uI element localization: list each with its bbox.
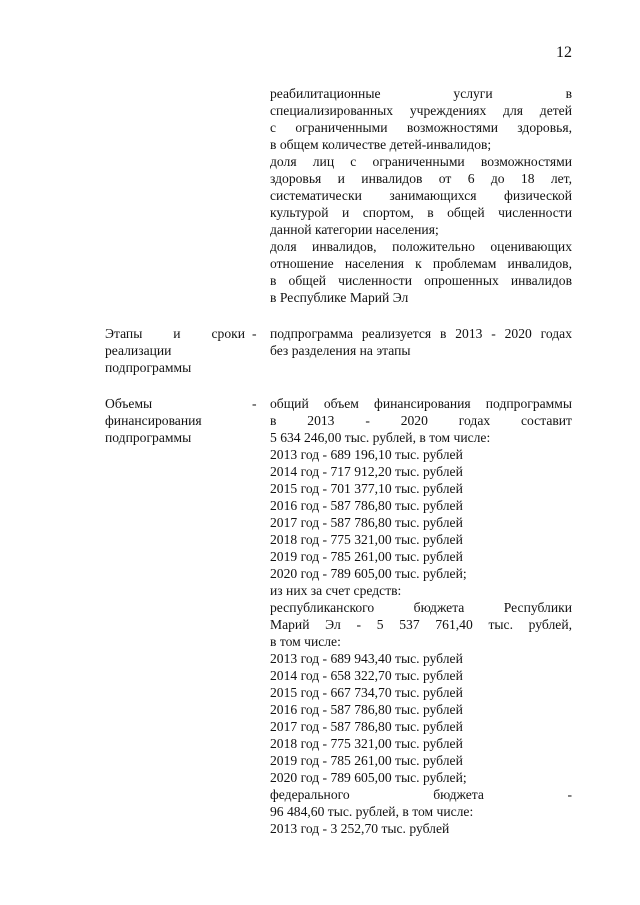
funding-label-line: финансирования xyxy=(105,413,202,428)
indicator-line: в Республике Марий Эл xyxy=(270,290,409,305)
indicator-line: данной категории населения; xyxy=(270,222,439,237)
funding-value-line: 2016 год - 587 786,80 тыс. рублей xyxy=(270,498,463,513)
page-number: 12 xyxy=(556,44,572,61)
funding-value-line: федерального бюджета - xyxy=(270,787,572,802)
funding-value-line: 96 484,60 тыс. рублей, в том числе: xyxy=(270,804,474,819)
stages-dash: - xyxy=(252,326,257,341)
funding-value-line: 5 634 246,00 тыс. рублей, в том числе: xyxy=(270,430,491,445)
indicator-line: реабилитационные услуги в xyxy=(270,86,572,101)
funding-value-line: Марий Эл - 5 537 761,40 тыс. рублей, xyxy=(270,617,572,632)
funding-dash: - xyxy=(252,396,257,411)
funding-value-line: 2016 год - 587 786,80 тыс. рублей xyxy=(270,702,463,717)
stages-label-line: подпрограммы xyxy=(105,360,192,375)
funding-value-line: 2020 год - 789 605,00 тыс. рублей; xyxy=(270,566,467,581)
indicator-line: отношение населения к проблемам инвалидов, xyxy=(270,256,572,271)
funding-value-line: 2015 год - 701 377,10 тыс. рублей xyxy=(270,481,463,496)
funding-value-line: в 2013 - 2020 годах составит xyxy=(270,413,572,428)
funding-value-line: 2014 год - 658 322,70 тыс. рублей xyxy=(270,668,463,683)
funding-value-line: 2020 год - 789 605,00 тыс. рублей; xyxy=(270,770,467,785)
funding-value-line: 2014 год - 717 912,20 тыс. рублей xyxy=(270,464,463,479)
indicator-line: в общем количестве детей-инвалидов; xyxy=(270,137,492,152)
indicator-line: доля инвалидов, положительно оценивающих xyxy=(270,239,572,254)
funding-value-line: 2013 год - 3 252,70 тыс. рублей xyxy=(270,821,450,836)
funding-value-line: 2013 год - 689 943,40 тыс. рублей xyxy=(270,651,463,666)
funding-value-line: 2018 год - 775 321,00 тыс. рублей xyxy=(270,736,463,751)
indicator-line: культурой и спортом, в общей численности xyxy=(270,205,572,220)
indicator-line: систематически занимающихся физической xyxy=(270,188,572,203)
stages-value-line: подпрограмма реализуется в 2013 - 2020 годах xyxy=(270,326,572,341)
stages-label-line: Этапы и сроки xyxy=(105,326,245,341)
funding-value-line: из них за счет средств: xyxy=(270,583,402,598)
funding-value-line: 2017 год - 587 786,80 тыс. рублей xyxy=(270,719,463,734)
funding-label-line: Объемы xyxy=(105,396,153,411)
funding-value-line: 2019 год - 785 261,00 тыс. рублей xyxy=(270,753,463,768)
stages-label-line: реализации xyxy=(105,343,172,358)
funding-value-line: 2017 год - 587 786,80 тыс. рублей xyxy=(270,515,463,530)
funding-value-line: 2013 год - 689 196,10 тыс. рублей xyxy=(270,447,463,462)
funding-label-line: подпрограммы xyxy=(105,430,192,445)
funding-value-line: 2019 год - 785 261,00 тыс. рублей xyxy=(270,549,463,564)
funding-value-line: республиканского бюджета Республики xyxy=(270,600,572,615)
indicator-line: специализированных учреждениях для детей xyxy=(270,103,572,118)
funding-value-line: 2015 год - 667 734,70 тыс. рублей xyxy=(270,685,463,700)
funding-value-line: общий объем финансирования подпрограммы xyxy=(270,396,572,411)
stages-value-line: без разделения на этапы xyxy=(270,343,411,358)
indicator-line: с ограниченными возможностями здоровья, xyxy=(270,120,572,135)
funding-value-line: в том числе: xyxy=(270,634,341,649)
indicator-line: здоровья и инвалидов от 6 до 18 лет, xyxy=(270,171,572,186)
indicator-line: в общей численности опрошенных инвалидов xyxy=(270,273,572,288)
indicator-line: доля лиц с ограниченными возможностями xyxy=(270,154,572,169)
funding-value-line: 2018 год - 775 321,00 тыс. рублей xyxy=(270,532,463,547)
